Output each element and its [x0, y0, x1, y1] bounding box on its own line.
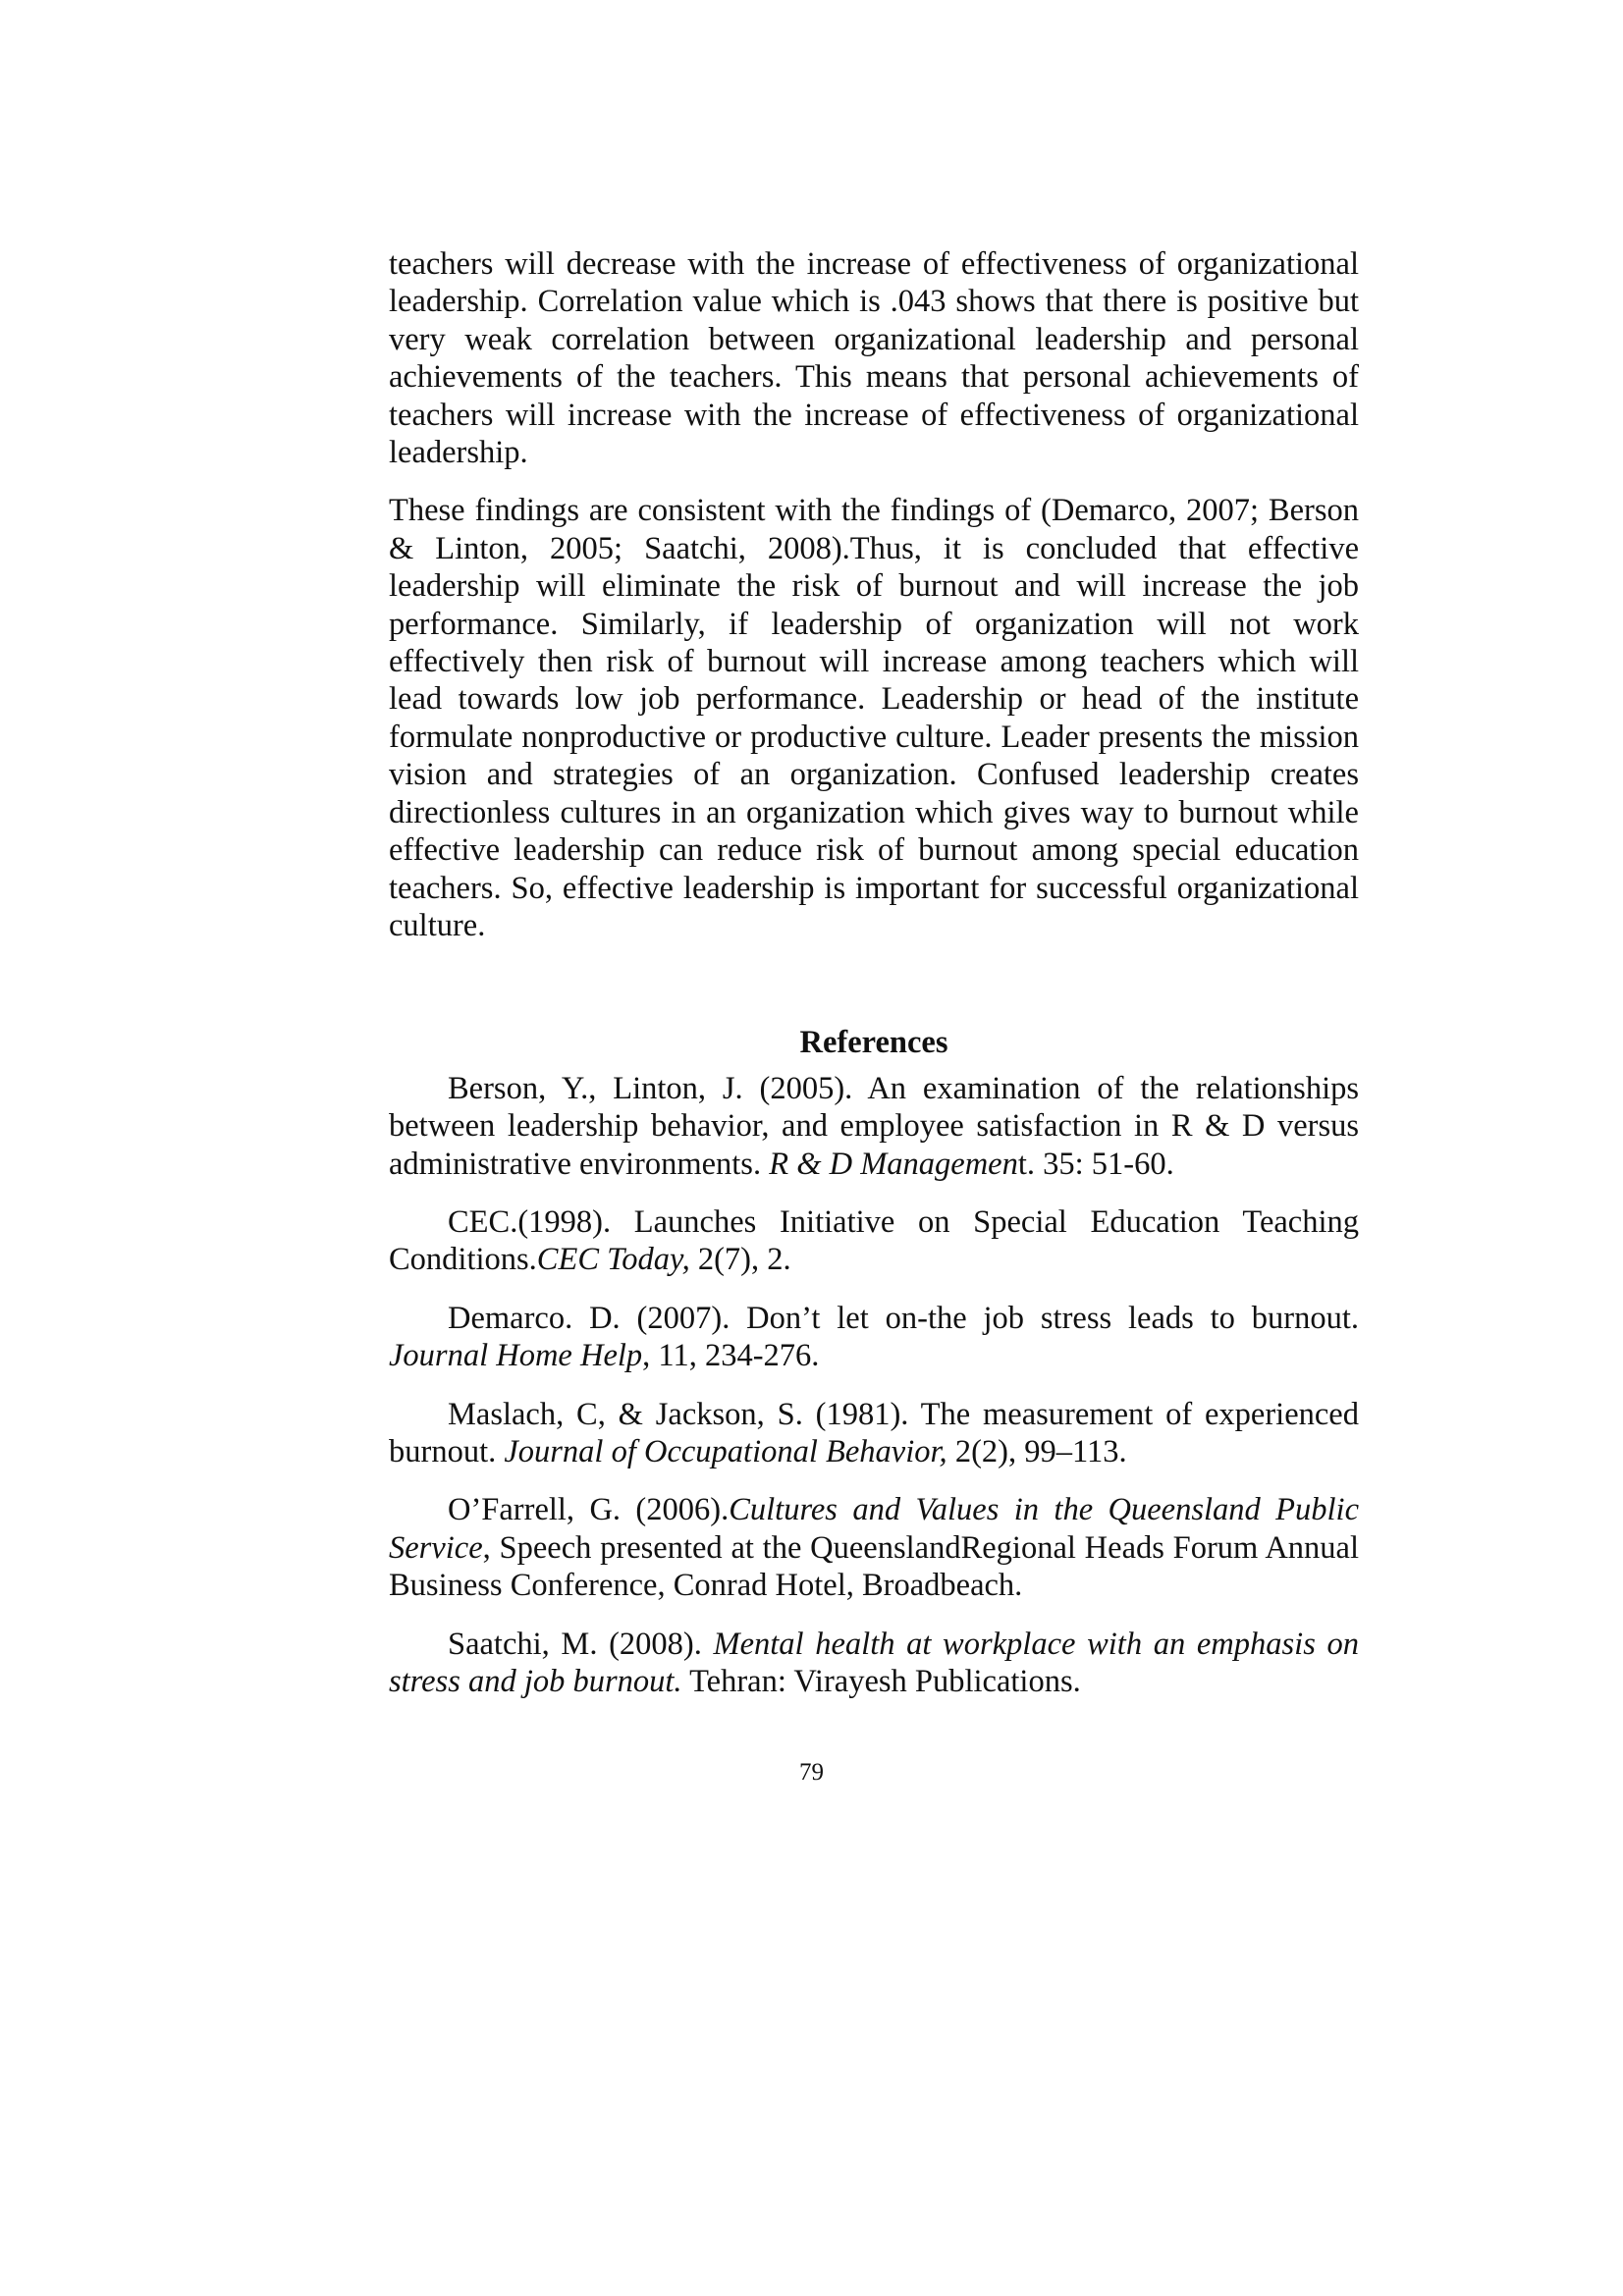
- reference-text: , 11, 234-276.: [642, 1338, 820, 1374]
- body-paragraph: teachers will decrease with the increase of effectiveness of organizational leadership. Correlation value which is .043 shows that there is positive but very weak correlation between organizational leadership and personal achievements of the teachers. This means that personal achievements of teachers will increase with the increase of effectiveness of organizational leadership.: [389, 246, 1359, 471]
- reference-entry: [389, 1203, 1359, 1279]
- page-number: 79: [799, 1759, 824, 1786]
- reference-source: Mental health at workplace with an emphasis on stress and job burnout.: [389, 1626, 1359, 1699]
- reference-text: CEC.(1998). Launches Initiative on Special Education Teaching Conditions.: [389, 1203, 1359, 1278]
- reference-text: 2(2), 99–113.: [947, 1433, 1127, 1469]
- body-paragraph: These findings are consistent with the findings of (Demarco, 2007; Berson & Linton, 2005; Saatchi, 2008).Thus, it is concluded that effective leadership will eliminate the risk of burnout and will increase the job performance. Similarly, if leadership of organization will not work effectively then risk of burnout will increase among teachers which will lead towards low job performance. Leadership or head of the institute formulate nonproductive or productive culture. Leader presents the mission vision and strategies of an organization. Confused leadership creates directionless cultures in an organization which gives way to burnout while effective leadership can reduce risk of burnout among special education teachers. So, effective leadership is important for successful organizational culture.: [389, 493, 1359, 943]
- reference-text: Demarco. D. (2007). Don’t let on-the job stress leads to burnout.: [448, 1300, 1359, 1336]
- reference-entry: [389, 1300, 1359, 1375]
- reference-source: Journal of Occupational Behavior,: [504, 1433, 947, 1469]
- reference-text: 2(7), 2.: [689, 1242, 791, 1278]
- reference-source: CEC Today,: [536, 1242, 690, 1278]
- references-heading: References: [799, 1025, 948, 1061]
- reference-entry: [389, 1626, 1359, 1701]
- reference-text: t. 35: 51-60.: [1017, 1146, 1174, 1182]
- reference-source: Cultures and Values in the Queensland Public Service: [389, 1492, 1359, 1566]
- reference-text: O’Farrell, G. (2006).: [448, 1492, 730, 1528]
- reference-entry: [389, 1396, 1359, 1471]
- reference-source: R & D Managemen: [769, 1146, 1018, 1182]
- reference-entry: [389, 1070, 1359, 1183]
- reference-text: Saatchi, M. (2008).: [448, 1626, 714, 1662]
- reference-entry: [389, 1491, 1359, 1604]
- reference-text: Tehran: Virayesh Publications.: [681, 1664, 1081, 1699]
- reference-source: Journal Home Help: [389, 1338, 643, 1374]
- reference-text: Maslach, C, & Jackson, S. (1981). The measurement of experienced burnout.: [389, 1396, 1359, 1469]
- page-content: [389, 245, 1359, 1721]
- reference-text: , Speech presented at the QueenslandRegional Heads Forum Annual Business Conference, Conrad Hotel, Broadbeach.: [389, 1529, 1359, 1604]
- reference-text: Berson, Y., Linton, J. (2005). An examination of the relationships between leadership behavior, and employee satisfaction in R & D versus administrative environments.: [389, 1070, 1359, 1182]
